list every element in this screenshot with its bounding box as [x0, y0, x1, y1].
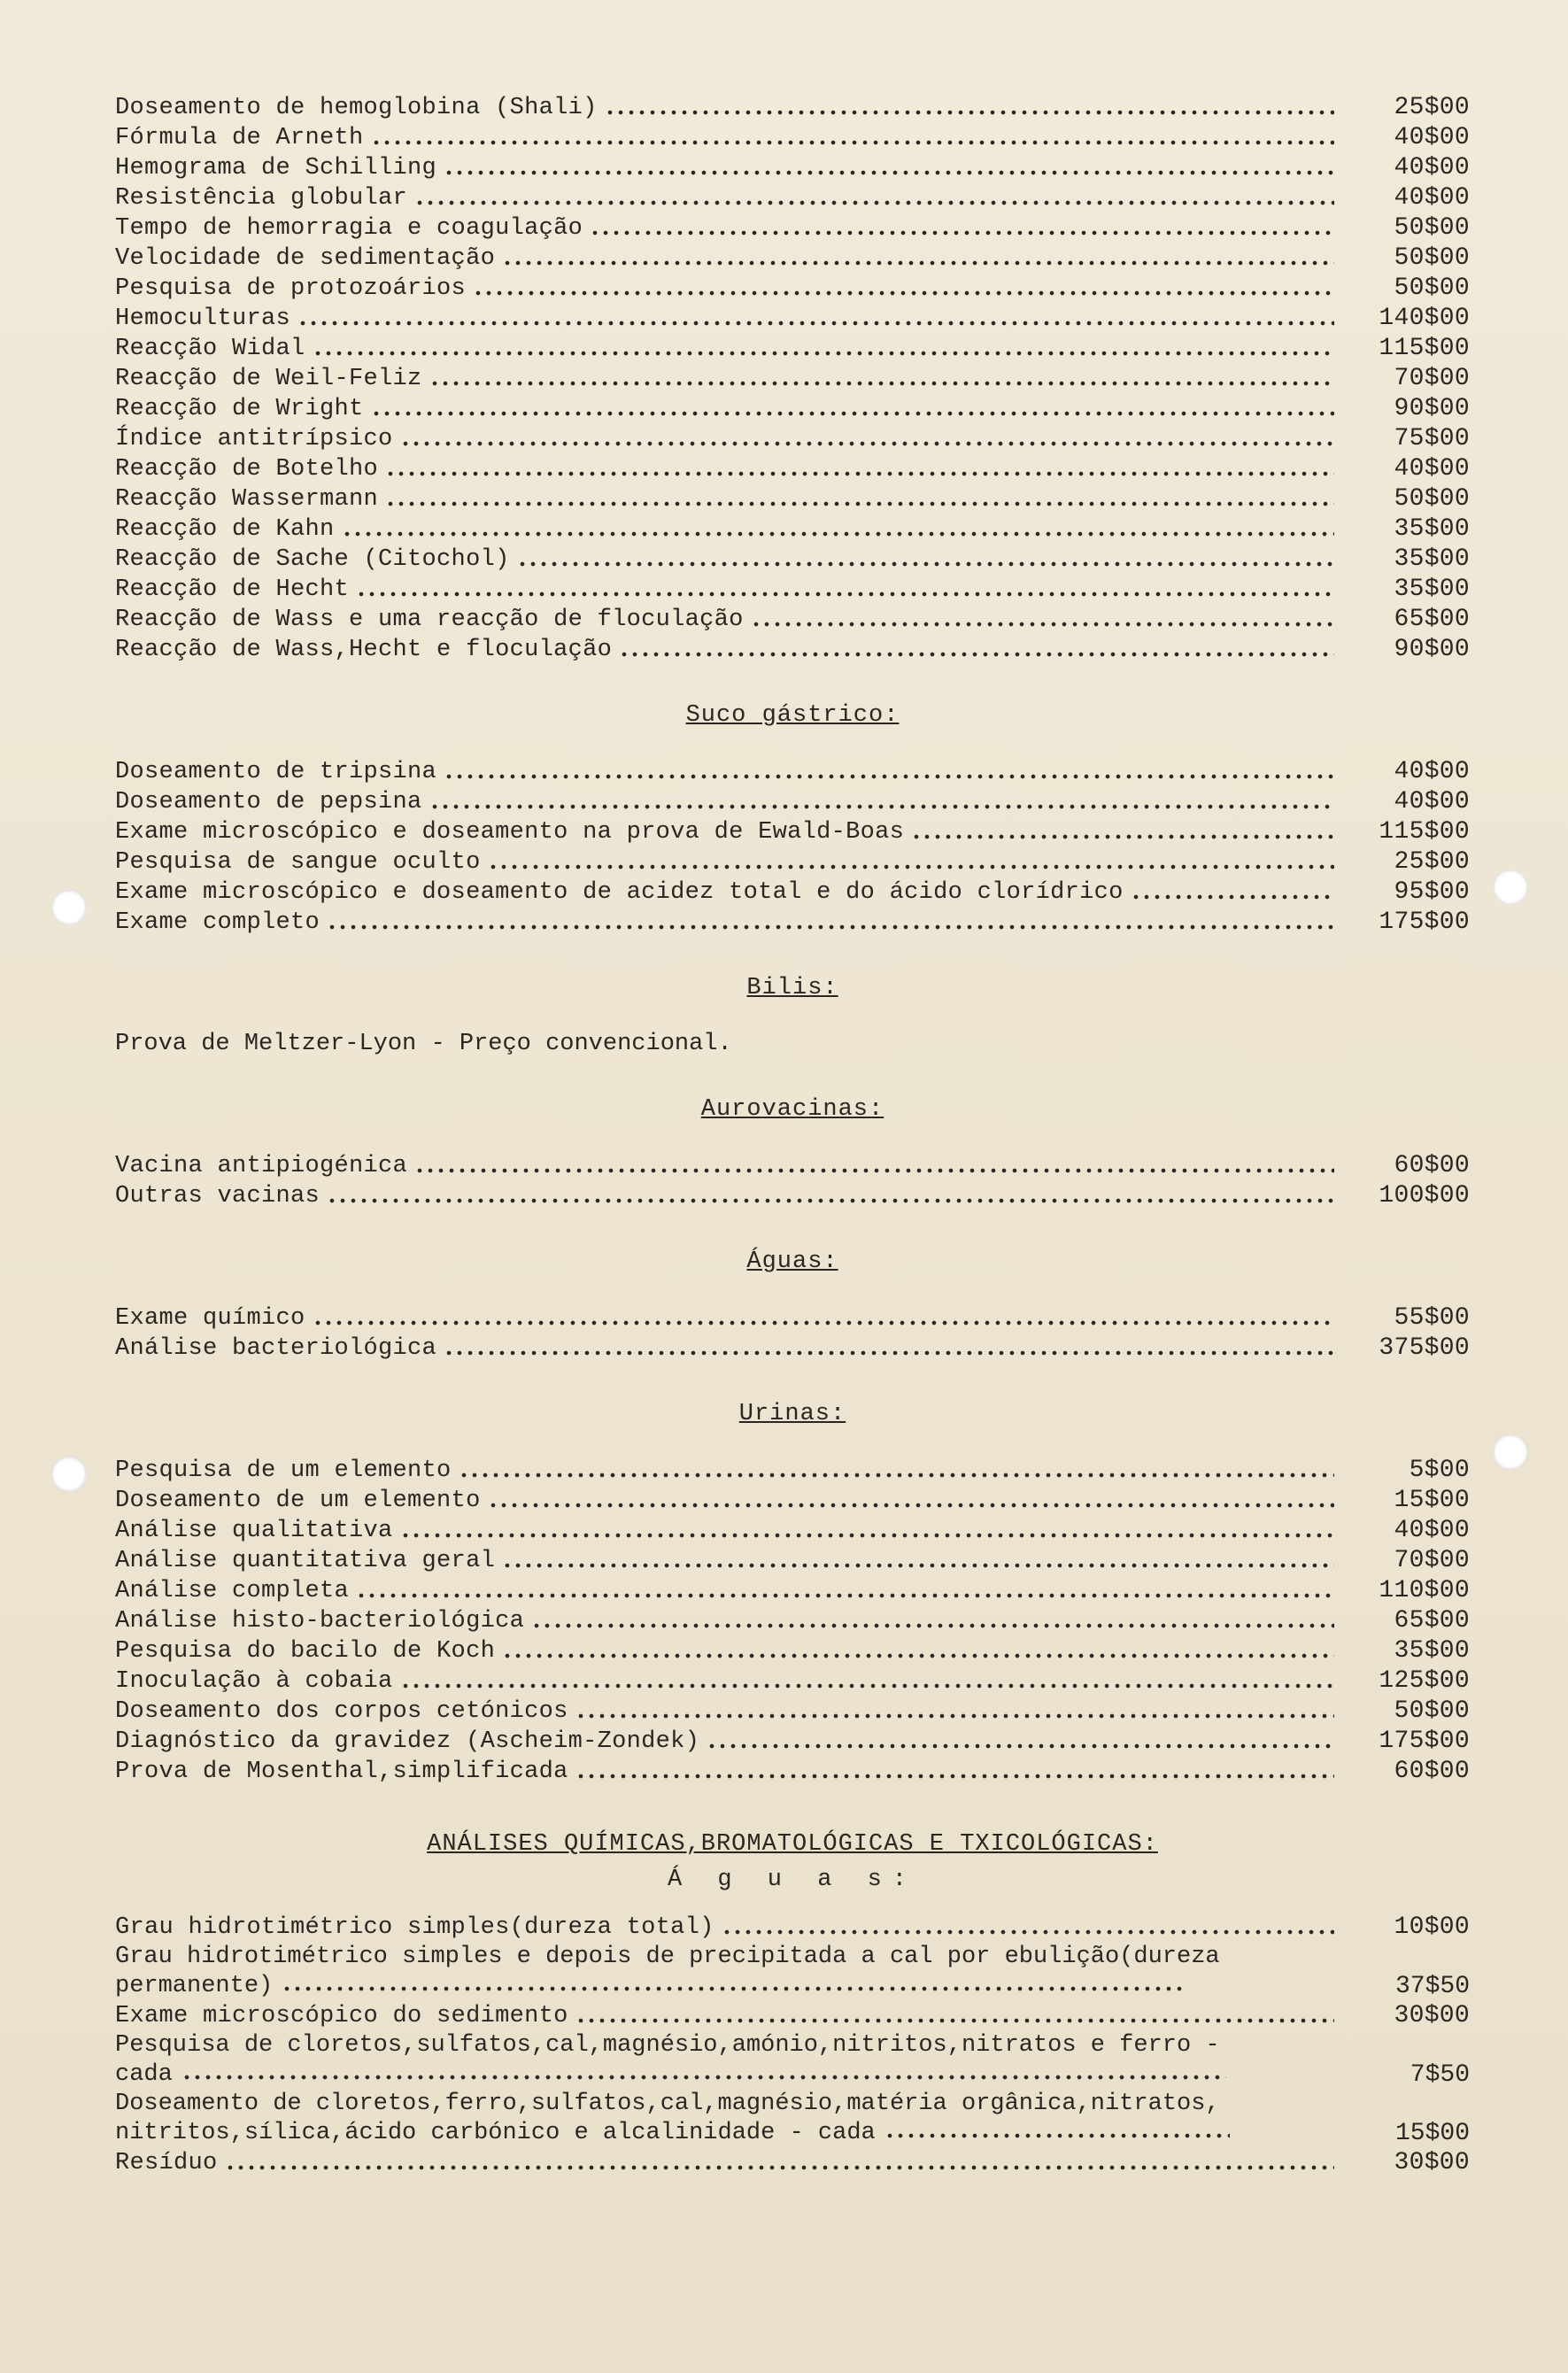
price: 55$00 — [1394, 1304, 1470, 1332]
section-aurovacinas — [115, 1151, 1470, 1211]
price: 65$00 — [1394, 1607, 1470, 1635]
price: 50$00 — [1394, 244, 1470, 272]
price: 60$00 — [1394, 1152, 1470, 1179]
price: 10$00 — [1394, 1913, 1470, 1941]
price: 35$00 — [1394, 545, 1470, 573]
dot-leader — [502, 260, 1334, 266]
section-heading-aguas: Águas: — [746, 1248, 838, 1275]
section-heading-suco-gastrico: Suco gástrico: — [685, 702, 900, 729]
list-item: Índice antitrípsico 75$00 — [115, 425, 1470, 452]
dot-leader — [488, 1503, 1334, 1508]
dot-leader — [575, 1774, 1334, 1779]
list-item: Reacção de Wright 90$00 — [115, 395, 1470, 422]
dot-leader — [225, 2165, 1334, 2170]
list-item: Reacção Widal 115$00 — [115, 335, 1470, 362]
list-item: Exame microscópico do sedimento 30$00 — [115, 2002, 1470, 2029]
price: 90$00 — [1394, 636, 1470, 663]
bilis-text: Prova de Meltzer-Lyon - Preço convencional. — [115, 1031, 732, 1057]
punch-hole — [1493, 1434, 1528, 1470]
section-heading-aurovacinas: Aurovacinas: — [700, 1096, 884, 1123]
price-list — [115, 93, 1470, 2178]
price: 95$00 — [1394, 878, 1470, 906]
dot-leader — [371, 140, 1334, 145]
price: 15$00 — [1394, 2120, 1470, 2147]
dot-leader — [429, 804, 1334, 809]
price: 5$00 — [1409, 1457, 1470, 1484]
price: 25$00 — [1394, 848, 1470, 876]
price: 125$00 — [1379, 1667, 1470, 1695]
punch-hole — [51, 1457, 87, 1492]
list-item: Pesquisa do bacilo de Koch 35$00 — [115, 1637, 1470, 1665]
dot-leader — [327, 1198, 1334, 1203]
price: 90$00 — [1394, 395, 1470, 422]
dot-leader — [400, 441, 1334, 446]
list-item: Diagnóstico da gravidez (Ascheim-Zondek) 175$00 — [115, 1728, 1470, 1755]
price: 60$00 — [1394, 1758, 1470, 1785]
list-item: Reacção de Wass e uma reacção de floculação 65$00 — [115, 606, 1470, 633]
list-item: Reacção de Wass,Hecht e floculação 90$00 — [115, 636, 1470, 663]
list-item: Pesquisa de um elemento 5$00 — [115, 1457, 1470, 1484]
price: 40$00 — [1394, 124, 1470, 151]
price: 175$00 — [1379, 1728, 1470, 1755]
punch-hole — [51, 890, 87, 925]
list-item: Grau hidrotimétrico simples e depois de precipitada a cal por ebulição(dureza permanente) 37$50 — [115, 1944, 1470, 2000]
dot-leader — [517, 561, 1334, 567]
dot-leader — [1131, 894, 1334, 900]
price: 40$00 — [1394, 184, 1470, 212]
dot-leader — [884, 2133, 1230, 2138]
list-item: Reacção de Kahn 35$00 — [115, 515, 1470, 543]
list-item: Exame microscópico e doseamento na prova de Ewald-Boas 115$00 — [115, 818, 1470, 846]
list-item: Vacina antipiogénica 60$00 — [115, 1152, 1470, 1179]
price: 70$00 — [1394, 365, 1470, 392]
price: 30$00 — [1394, 2149, 1470, 2176]
price: 35$00 — [1394, 515, 1470, 543]
list-item: Grau hidrotimétrico simples(dureza total) 10$00 — [115, 1913, 1470, 1941]
dot-leader — [356, 591, 1334, 597]
section-aguas — [115, 1303, 1470, 1364]
price: 65$00 — [1394, 606, 1470, 633]
dot-leader — [282, 1986, 1185, 1991]
dot-leader — [459, 1472, 1334, 1478]
list-item: Velocidade de sedimentação 50$00 — [115, 244, 1470, 272]
list-item: Doseamento de hemoglobina (Shali) 25$00 — [115, 94, 1470, 121]
list-item: Reacção Wassermann 50$00 — [115, 485, 1470, 513]
price: 40$00 — [1394, 154, 1470, 182]
list-item: Outras vacinas 100$00 — [115, 1182, 1470, 1210]
dot-leader — [722, 1929, 1334, 1935]
price: 40$00 — [1394, 1517, 1470, 1544]
price: 40$00 — [1394, 455, 1470, 483]
price: 35$00 — [1394, 576, 1470, 603]
list-item: Resistência globular 40$00 — [115, 184, 1470, 212]
dot-leader — [182, 2075, 1226, 2080]
dot-leader — [414, 1168, 1334, 1173]
list-item: Pesquisa de cloretos,sulfatos,cal,magnésio,amónio,nitritos,nitratos e ferro - cada 7$50 — [115, 2032, 1470, 2089]
list-item: Análise histo-bacteriológica 65$00 — [115, 1607, 1470, 1635]
dot-leader — [751, 622, 1334, 627]
dot-leader — [911, 834, 1334, 839]
list-item: Exame microscópico e doseamento de acidez total e do ácido clorídrico 95$00 — [115, 878, 1470, 906]
list-item: Análise qualitativa 40$00 — [115, 1517, 1470, 1544]
list-item: Inoculação à cobaia 125$00 — [115, 1667, 1470, 1695]
dot-leader — [444, 170, 1334, 175]
section-haematology — [115, 93, 1470, 665]
dot-leader — [444, 774, 1334, 779]
section-heading-analises-quimicas: ANÁLISES QUÍMICAS,BROMATOLÓGICAS E TXICOLÓGICAS: — [427, 1831, 1158, 1858]
dot-leader — [531, 1623, 1334, 1628]
price: 35$00 — [1394, 1637, 1470, 1665]
dot-leader — [502, 1563, 1334, 1568]
list-item: Tempo de hemorragia e coagulação 50$00 — [115, 214, 1470, 242]
subheading-aguas: Á g u a s: — [667, 1867, 918, 1893]
list-item: Análise quantitativa geral 70$00 — [115, 1547, 1470, 1574]
dot-leader — [371, 411, 1334, 416]
dot-leader — [444, 1350, 1334, 1356]
price: 25$00 — [1394, 94, 1470, 121]
section-urinas — [115, 1456, 1470, 1787]
price: 115$00 — [1379, 335, 1470, 362]
dot-leader — [385, 471, 1334, 476]
list-item: Reacção de Weil-Feliz 70$00 — [115, 365, 1470, 392]
list-item: Reacção de Sache (Citochol) 35$00 — [115, 545, 1470, 573]
dot-leader — [502, 1653, 1334, 1658]
price: 50$00 — [1394, 485, 1470, 513]
list-item: Pesquisa de protozoários 50$00 — [115, 274, 1470, 302]
section-heading-urinas: Urinas: — [738, 1401, 846, 1427]
price: 7$50 — [1410, 2061, 1470, 2089]
price: 37$50 — [1394, 1973, 1470, 2000]
list-item: Exame químico 55$00 — [115, 1304, 1470, 1332]
price: 115$00 — [1379, 818, 1470, 846]
price: 15$00 — [1394, 1487, 1470, 1514]
price: 30$00 — [1394, 2002, 1470, 2029]
dot-leader — [488, 864, 1334, 870]
price: 70$00 — [1394, 1547, 1470, 1574]
list-item: Doseamento de tripsina 40$00 — [115, 758, 1470, 785]
list-item: Resíduo 30$00 — [115, 2149, 1470, 2176]
dot-leader — [327, 924, 1334, 930]
dot-leader — [590, 230, 1334, 236]
section-heading-bilis: Bilis: — [746, 975, 838, 1001]
list-item: Exame completo 175$00 — [115, 908, 1470, 936]
price: 75$00 — [1394, 425, 1470, 452]
dot-leader — [429, 381, 1334, 386]
price: 50$00 — [1394, 1697, 1470, 1725]
dot-leader — [385, 501, 1334, 506]
price: 140$00 — [1379, 305, 1470, 332]
price: 40$00 — [1394, 788, 1470, 815]
dot-leader — [605, 110, 1334, 115]
list-item: Doseamento de um elemento 15$00 — [115, 1487, 1470, 1514]
list-item: Análise bacteriológica 375$00 — [115, 1334, 1470, 1362]
dot-leader — [619, 652, 1334, 657]
price: 50$00 — [1394, 214, 1470, 242]
price: 40$00 — [1394, 758, 1470, 785]
price: 375$00 — [1379, 1334, 1470, 1362]
list-item: Reacção de Hecht 35$00 — [115, 576, 1470, 603]
list-item: Doseamento dos corpos cetónicos 50$00 — [115, 1697, 1470, 1725]
list-item: Hemograma de Schilling 40$00 — [115, 154, 1470, 182]
price: 175$00 — [1379, 908, 1470, 936]
list-item: Fórmula de Arneth 40$00 — [115, 124, 1470, 151]
dot-leader — [575, 2018, 1334, 2023]
dot-leader — [414, 200, 1334, 205]
section-suco-gastrico — [115, 757, 1470, 938]
dot-leader — [313, 1320, 1334, 1326]
section-analises-quimicas — [115, 1913, 1470, 2178]
dot-leader — [313, 351, 1334, 356]
list-item: Análise completa 110$00 — [115, 1577, 1470, 1604]
list-item: Prova de Mosenthal,simplificada 60$00 — [115, 1758, 1470, 1785]
dot-leader — [297, 321, 1334, 326]
dot-leader — [400, 1683, 1334, 1689]
list-item: Pesquisa de sangue oculto 25$00 — [115, 848, 1470, 876]
list-item: Hemoculturas 140$00 — [115, 305, 1470, 332]
dot-leader — [473, 290, 1334, 296]
punch-hole — [1493, 870, 1528, 905]
list-item: Reacção de Botelho 40$00 — [115, 455, 1470, 483]
dot-leader — [342, 531, 1334, 537]
price: 100$00 — [1379, 1182, 1470, 1210]
price: 50$00 — [1394, 274, 1470, 302]
dot-leader — [575, 1713, 1334, 1719]
price: 110$00 — [1379, 1577, 1470, 1604]
list-item: Doseamento de cloretos,ferro,sulfatos,cal,magnésio,matéria orgânica,nitratos, nitritos,sílica,ácido carbónico e alcalinidade - cada 15$00 — [115, 2091, 1470, 2147]
dot-leader — [707, 1743, 1334, 1749]
list-item: Doseamento de pepsina 40$00 — [115, 788, 1470, 815]
dot-leader — [356, 1593, 1334, 1598]
dot-leader — [400, 1533, 1334, 1538]
